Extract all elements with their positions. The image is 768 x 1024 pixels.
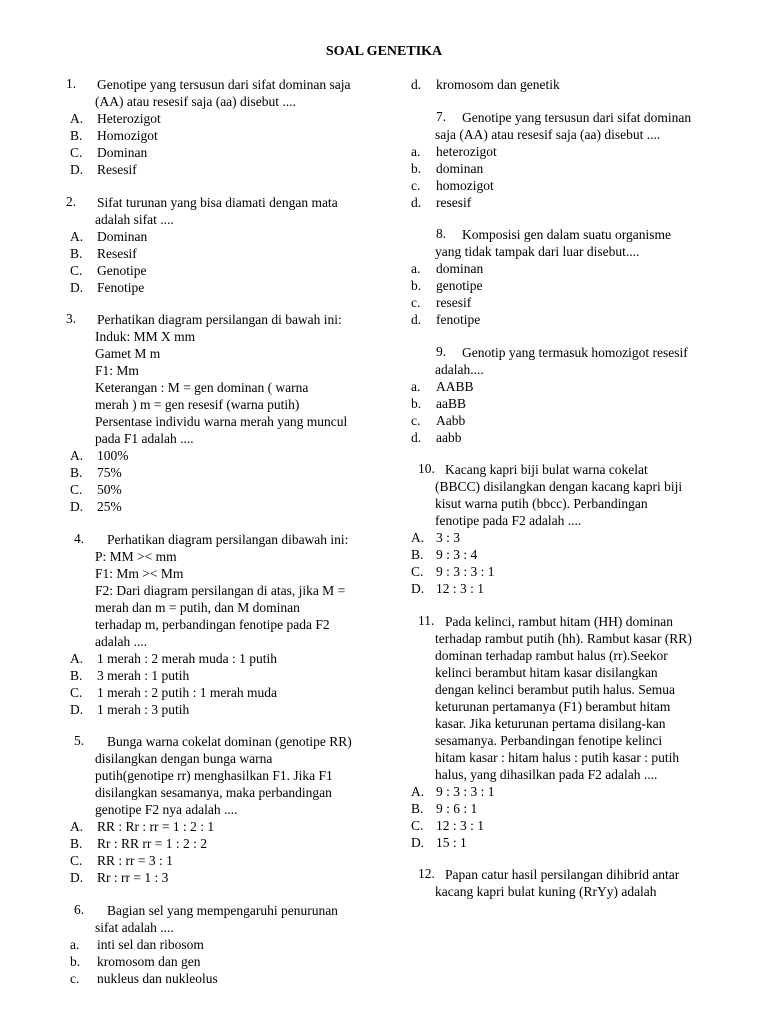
option-text: 1 merah : 3 putih xyxy=(97,701,190,717)
option-text: heterozigot xyxy=(436,143,497,159)
option-text: dominan xyxy=(436,160,484,176)
option-letter: A. xyxy=(70,228,84,244)
question-text: Genotipe yang tersusun dari sifat dominan xyxy=(462,109,692,125)
question-stem xyxy=(410,461,732,529)
option-text: 50% xyxy=(97,482,122,497)
answer-option xyxy=(410,429,732,446)
option-text: resesif xyxy=(436,295,472,310)
question-text: dengan kelinci berambut putih halus. Semua xyxy=(435,681,675,697)
question-text: Genotip yang termasuk homozigot resesif xyxy=(462,344,688,360)
question-text: yang tidak tampak dari luar disebut.... xyxy=(435,244,640,259)
answer-option xyxy=(62,127,392,144)
answer-option xyxy=(62,869,392,886)
question-number: 2. xyxy=(66,193,77,209)
option-text: Homozigot xyxy=(97,128,158,143)
answer-option xyxy=(410,194,732,211)
question xyxy=(62,902,392,987)
question-stem xyxy=(410,226,732,260)
option-text: Rr : RR rr = 1 : 2 : 2 xyxy=(97,836,207,851)
option-letter: D. xyxy=(70,701,84,717)
answer-option xyxy=(62,279,392,296)
option-letter: D. xyxy=(70,279,84,295)
option-text: Dominan xyxy=(97,145,148,160)
option-text: Fenotipe xyxy=(97,279,145,295)
option-letter: B. xyxy=(411,800,424,816)
option-letter: A. xyxy=(411,783,425,799)
question-number: 4. xyxy=(74,530,85,546)
option-text: 1 merah : 2 putih : 1 merah muda xyxy=(97,684,277,700)
question xyxy=(410,866,732,900)
option-text: AABB xyxy=(436,378,474,394)
question-stem xyxy=(62,531,392,548)
option-text: fenotipe xyxy=(436,312,481,327)
question xyxy=(62,311,392,515)
option-letter: a. xyxy=(411,143,421,159)
question xyxy=(410,76,732,93)
question-detail: F1: Mm >< Mm xyxy=(95,565,184,581)
option-text: RR : Rr : rr = 1 : 2 : 1 xyxy=(97,819,215,834)
option-letter: d. xyxy=(411,194,422,210)
question-stem xyxy=(410,613,732,783)
question-text: halus, yang dihasilkan pada F2 adalah .... xyxy=(435,766,658,782)
question-stem xyxy=(62,194,392,228)
answer-option xyxy=(410,160,732,177)
option-letter: c. xyxy=(70,970,80,986)
question-number: 7. xyxy=(436,108,447,124)
option-letter: D. xyxy=(70,499,84,514)
option-letter: D. xyxy=(411,834,425,850)
question-text: adalah sifat .... xyxy=(95,211,174,227)
question-text: putih(genotipe rr) menghasilkan F1. Jika F1 xyxy=(95,768,333,783)
option-text: 15 : 1 xyxy=(436,834,467,850)
option-text: Heterozigot xyxy=(97,111,161,126)
option-text: aaBB xyxy=(436,395,466,411)
option-text: Aabb xyxy=(436,412,466,428)
question xyxy=(62,733,392,886)
option-letter: D. xyxy=(70,162,84,177)
option-letter: C. xyxy=(70,145,83,160)
option-letter: C. xyxy=(70,853,83,868)
option-text: RR : rr = 3 : 1 xyxy=(97,853,173,868)
question-detail: F1: Mm xyxy=(95,363,139,378)
option-letter: c. xyxy=(411,412,421,428)
question-number: 5. xyxy=(74,733,85,748)
question-stem xyxy=(62,311,392,328)
option-text: Resesif xyxy=(97,162,137,177)
question-detail: merah dan m = putih, dan M dominan xyxy=(95,599,300,615)
question-text: Perhatikan diagram persilangan dibawah ini: xyxy=(107,531,349,547)
question-text: kisut warna putih (bbcc). Perbandingan xyxy=(435,496,648,511)
right-column xyxy=(410,76,732,916)
answer-option xyxy=(410,800,732,817)
left-column xyxy=(62,76,392,1002)
option-letter: d. xyxy=(411,312,422,327)
option-text: 75% xyxy=(97,465,122,480)
question-stem xyxy=(410,109,732,143)
option-letter: C. xyxy=(411,564,424,579)
option-letter: A. xyxy=(70,448,84,463)
option-letter: A. xyxy=(70,650,84,666)
question-text: Genotipe yang tersusun dari sifat dominan saja xyxy=(97,77,351,92)
option-letter: B. xyxy=(70,128,83,143)
answer-option xyxy=(62,481,392,498)
option-letter: B. xyxy=(70,667,83,683)
question-text: Pada kelinci, rambut hitam (HH) dominan xyxy=(445,613,673,629)
option-letter: b. xyxy=(411,395,422,411)
option-text: 25% xyxy=(97,499,122,514)
question xyxy=(410,109,732,211)
option-letter: B. xyxy=(70,836,83,851)
question-detail: Keterangan : M = gen dominan ( warna xyxy=(95,380,309,395)
answer-option xyxy=(62,953,392,970)
answer-option xyxy=(62,650,392,667)
answer-option xyxy=(410,177,732,194)
question-text: Sifat turunan yang bisa diamati dengan mata xyxy=(97,194,338,210)
answer-option xyxy=(62,262,392,279)
page-title: SOAL GENETIKA xyxy=(325,44,443,59)
question-text: hitam kasar : hitam halus : putih kasar : putih xyxy=(435,749,680,765)
question-number: 12. xyxy=(418,866,435,881)
option-text: Genotipe xyxy=(97,262,147,278)
option-letter: B. xyxy=(70,245,83,261)
answer-option xyxy=(410,378,732,395)
question-text: dominan terhadap rambut halus (rr).Seekor xyxy=(435,647,668,663)
question-detail: Gamet M m xyxy=(95,346,161,361)
answer-option xyxy=(410,277,732,294)
option-letter: b. xyxy=(411,278,422,293)
option-letter: C. xyxy=(70,262,83,278)
option-letter: A. xyxy=(411,530,425,545)
answer-option xyxy=(62,144,392,161)
question xyxy=(410,461,732,597)
option-text: dominan xyxy=(436,261,484,276)
option-letter: C. xyxy=(70,482,83,497)
question-stem xyxy=(62,76,392,110)
answer-option xyxy=(62,161,392,178)
question-text: genotipe F2 nya adalah .... xyxy=(95,802,238,817)
answer-option xyxy=(62,464,392,481)
question-number: 6. xyxy=(74,901,85,917)
question-number: 10. xyxy=(418,461,435,476)
option-text: aabb xyxy=(436,429,462,445)
answer-option xyxy=(62,852,392,869)
question-text: sesamanya. Perbandingan fenotipe kelinci xyxy=(435,732,663,748)
answer-option xyxy=(62,498,392,515)
question-detail: terhadap m, perbandingan fenotipe pada F2 xyxy=(95,616,330,632)
option-text: 9 : 3 : 3 : 1 xyxy=(436,783,495,799)
question-text: Kacang kapri biji bulat warna cokelat xyxy=(445,462,648,477)
answer-option xyxy=(62,818,392,835)
question-text: kelinci berambut hitam kasar disilangkan xyxy=(435,664,658,680)
answer-option xyxy=(62,970,392,987)
option-text: 3 : 3 xyxy=(436,530,461,545)
question-number: 8. xyxy=(436,226,447,241)
question-text: disilangkan sesamanya, maka perbandingan xyxy=(95,785,332,800)
option-letter: a. xyxy=(411,378,421,394)
question xyxy=(410,344,732,446)
question xyxy=(62,76,392,178)
option-letter: d. xyxy=(411,77,422,92)
option-letter: a. xyxy=(411,261,421,276)
question-text: Bagian sel yang mempengaruhi penurunan xyxy=(107,902,338,918)
question-detail: merah ) m = gen resesif (warna putih) xyxy=(95,397,300,412)
question-stem xyxy=(410,344,732,378)
option-text: nukleus dan nukleolus xyxy=(97,970,218,986)
answer-option xyxy=(410,294,732,311)
question-detail: adalah .... xyxy=(95,633,148,649)
question xyxy=(410,613,732,851)
question-text: (BBCC) disilangkan dengan kacang kapri biji xyxy=(435,479,683,494)
answer-option xyxy=(410,76,732,93)
option-text: 9 : 3 : 4 xyxy=(436,547,478,562)
answer-option xyxy=(410,311,732,328)
option-letter: C. xyxy=(411,817,424,833)
option-letter: c. xyxy=(411,295,421,310)
option-text: Rr : rr = 1 : 3 xyxy=(97,870,169,885)
question-text: Bunga warna cokelat dominan (genotipe RR) xyxy=(107,734,352,749)
question-text: kasar. Jika keturunan pertama disilang-kan xyxy=(435,715,666,731)
answer-option xyxy=(62,447,392,464)
option-text: 100% xyxy=(97,448,129,463)
answer-option xyxy=(410,260,732,277)
option-text: 1 merah : 2 merah muda : 1 putih xyxy=(97,650,277,666)
option-letter: B. xyxy=(411,547,424,562)
option-text: Dominan xyxy=(97,228,148,244)
question-detail: Persentase individu warna merah yang muncul xyxy=(95,414,348,429)
answer-option xyxy=(410,783,732,800)
answer-option xyxy=(410,412,732,429)
question-text: (AA) atau resesif saja (aa) disebut .... xyxy=(95,94,296,109)
question-text: Papan catur hasil persilangan dihibrid antar xyxy=(445,867,680,882)
option-letter: D. xyxy=(411,581,425,596)
answer-option xyxy=(410,834,732,851)
answer-option xyxy=(62,936,392,953)
option-letter: D. xyxy=(70,870,84,885)
option-letter: d. xyxy=(411,429,422,445)
option-letter: B. xyxy=(70,465,83,480)
answer-option xyxy=(62,835,392,852)
option-letter: a. xyxy=(70,936,80,952)
answer-option xyxy=(410,395,732,412)
question-text: kacang kapri bulat kuning (RrYy) adalah xyxy=(435,884,657,899)
answer-option xyxy=(62,701,392,718)
option-text: kromosom dan genetik xyxy=(436,77,560,92)
question-text: Komposisi gen dalam suatu organisme xyxy=(462,227,671,242)
question-detail: P: MM >< mm xyxy=(95,548,177,564)
option-letter: b. xyxy=(411,160,422,176)
option-letter: c. xyxy=(411,177,421,193)
question-text: Perhatikan diagram persilangan di bawah ini: xyxy=(97,312,342,327)
question-stem xyxy=(62,902,392,936)
question-number: 3. xyxy=(66,311,77,326)
question-text: disilangkan dengan bunga warna xyxy=(95,751,273,766)
answer-option xyxy=(410,143,732,160)
question-text: saja (AA) atau resesif saja (aa) disebut .... xyxy=(435,126,661,142)
option-text: genotipe xyxy=(436,278,483,293)
answer-option xyxy=(62,245,392,262)
answer-option xyxy=(410,546,732,563)
question-detail: pada F1 adalah .... xyxy=(95,431,194,446)
question-text: adalah.... xyxy=(435,361,484,377)
question xyxy=(410,226,732,328)
answer-option xyxy=(410,580,732,597)
question-text: keturunan pertamanya (F1) berambut hitam xyxy=(435,698,671,714)
option-text: 12 : 3 : 1 xyxy=(436,817,485,833)
question-stem xyxy=(62,733,392,818)
option-text: 9 : 6 : 1 xyxy=(436,800,478,816)
option-text: 3 merah : 1 putih xyxy=(97,667,190,683)
question xyxy=(62,531,392,718)
question-number: 9. xyxy=(436,343,447,359)
answer-option xyxy=(410,563,732,580)
option-text: Resesif xyxy=(97,245,137,261)
question-number: 11. xyxy=(418,612,435,628)
option-text: 9 : 3 : 3 : 1 xyxy=(436,564,495,579)
question xyxy=(62,194,392,296)
question-text: fenotipe pada F2 adalah .... xyxy=(435,513,582,528)
option-text: kromosom dan gen xyxy=(97,953,201,969)
option-letter: A. xyxy=(70,819,84,834)
option-letter: C. xyxy=(70,684,83,700)
question-detail: F2: Dari diagram persilangan di atas, jika M = xyxy=(95,582,346,598)
question-text: sifat adalah .... xyxy=(95,919,174,935)
answer-option xyxy=(62,667,392,684)
answer-option xyxy=(410,817,732,834)
answer-option xyxy=(62,110,392,127)
option-text: inti sel dan ribosom xyxy=(97,936,204,952)
answer-option xyxy=(62,684,392,701)
option-text: resesif xyxy=(436,194,472,210)
question-stem xyxy=(410,866,732,900)
answer-option xyxy=(410,529,732,546)
answer-option xyxy=(62,228,392,245)
question-number: 1. xyxy=(66,76,77,91)
option-letter: b. xyxy=(70,953,81,969)
option-text: 12 : 3 : 1 xyxy=(436,581,485,596)
question-text: terhadap rambut putih (hh). Rambut kasar (RR) xyxy=(435,630,692,646)
question-detail: Induk: MM X mm xyxy=(95,329,196,344)
option-letter: A. xyxy=(70,111,84,126)
option-text: homozigot xyxy=(436,177,494,193)
